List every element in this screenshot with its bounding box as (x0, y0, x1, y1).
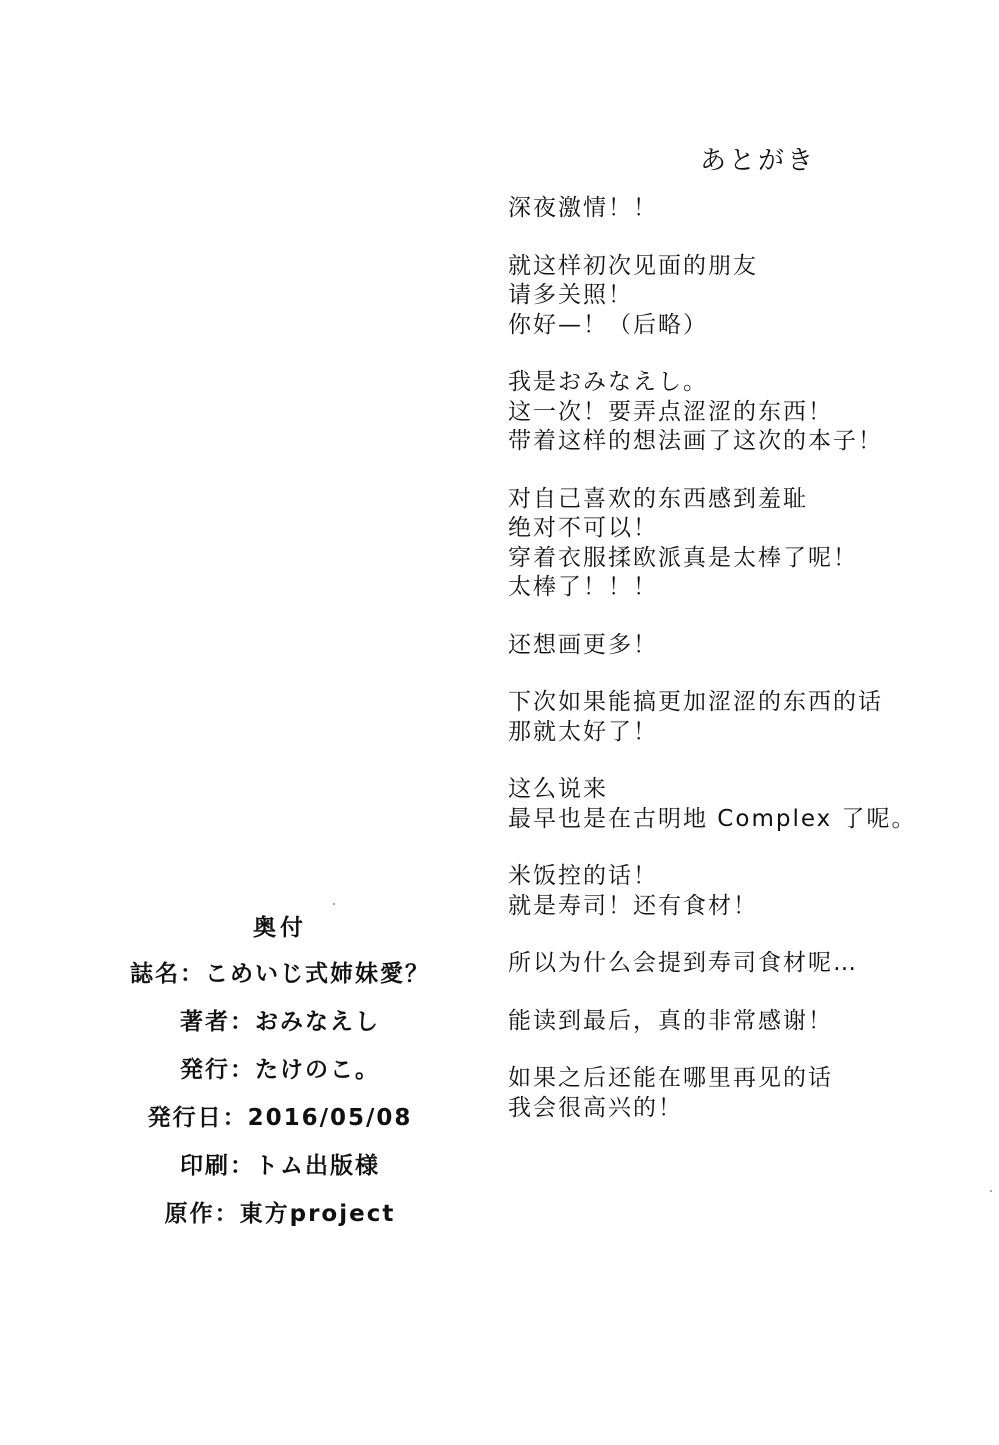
afterword-line: 就是寿司！还有食材！ (508, 892, 758, 919)
afterword-line: 对自己喜欢的东西感到羞耻 (508, 485, 808, 512)
afterword-paragraph (508, 775, 978, 834)
colophon-printer-row: 印刷：トム出版様 (180, 1153, 380, 1179)
colophon-publisher-row: 発行：たけのこ。 (180, 1057, 380, 1083)
colophon (100, 906, 460, 1238)
afterword-line: 这么说来 (508, 776, 608, 802)
afterword-paragraph (508, 862, 978, 921)
afterword-paragraph (508, 485, 978, 603)
afterword-line: 能读到最后，真的非常感谢！ (508, 1007, 833, 1034)
afterword-paragraph (508, 1064, 978, 1123)
afterword-line: 下次如果能搞更加涩涩的东西的话 (508, 689, 883, 715)
afterword-line: 就这样初次见面的朋友 (508, 252, 758, 279)
afterword-line: 绝对不可以！ (508, 515, 658, 541)
afterword-line: 还想画更多！ (508, 631, 658, 658)
afterword-paragraph (508, 949, 978, 979)
colophon-original-work-row: 原作：東方project (164, 1201, 396, 1227)
afterword-body (508, 194, 978, 1151)
afterword-line: 那就太好了！ (508, 718, 658, 745)
afterword-line: 如果之后还能在哪里再见的话 (508, 1065, 833, 1091)
scan-speck (990, 1190, 992, 1192)
afterword-line: 米饭控的话！ (508, 863, 658, 889)
afterword-line: 你好—！（后略） (508, 311, 708, 338)
colophon-author-row: 著者：おみなえし (180, 1009, 380, 1035)
afterword-paragraph (508, 688, 978, 747)
afterword-paragraph (508, 368, 978, 457)
afterword-title: あとがき (700, 146, 817, 176)
scan-speck (333, 903, 335, 905)
afterword-line: 所以为什么会提到寿司食材呢… (508, 950, 858, 976)
afterword-paragraph (508, 194, 978, 224)
afterword-line: 请多关照！ (508, 282, 633, 308)
afterword-paragraph (508, 631, 978, 661)
afterword-paragraph (508, 252, 978, 341)
afterword-line: 穿着衣服揉欧派真是太棒了呢！ (508, 544, 858, 571)
colophon-title-row: 誌名：こめいじ式姉妹愛？ (130, 961, 430, 987)
colophon-title: 奥付 (253, 915, 307, 941)
afterword-line: 我是おみなえし。 (508, 369, 708, 395)
afterword-line: 我会很高兴的！ (508, 1094, 683, 1121)
afterword-line: 这一次！要弄点涩涩的东西！ (508, 398, 833, 425)
afterword-paragraph (508, 1007, 978, 1037)
colophon-date-row: 発行日：2016/05/08 (147, 1105, 413, 1131)
afterword-line: 最早也是在古明地 Complex 了呢。 (508, 805, 917, 832)
afterword-line: 太棒了！！！ (508, 574, 658, 600)
afterword-line: 带着这样的想法画了这次的本子！ (508, 428, 883, 454)
afterword-line: 深夜激情！！ (508, 195, 658, 221)
